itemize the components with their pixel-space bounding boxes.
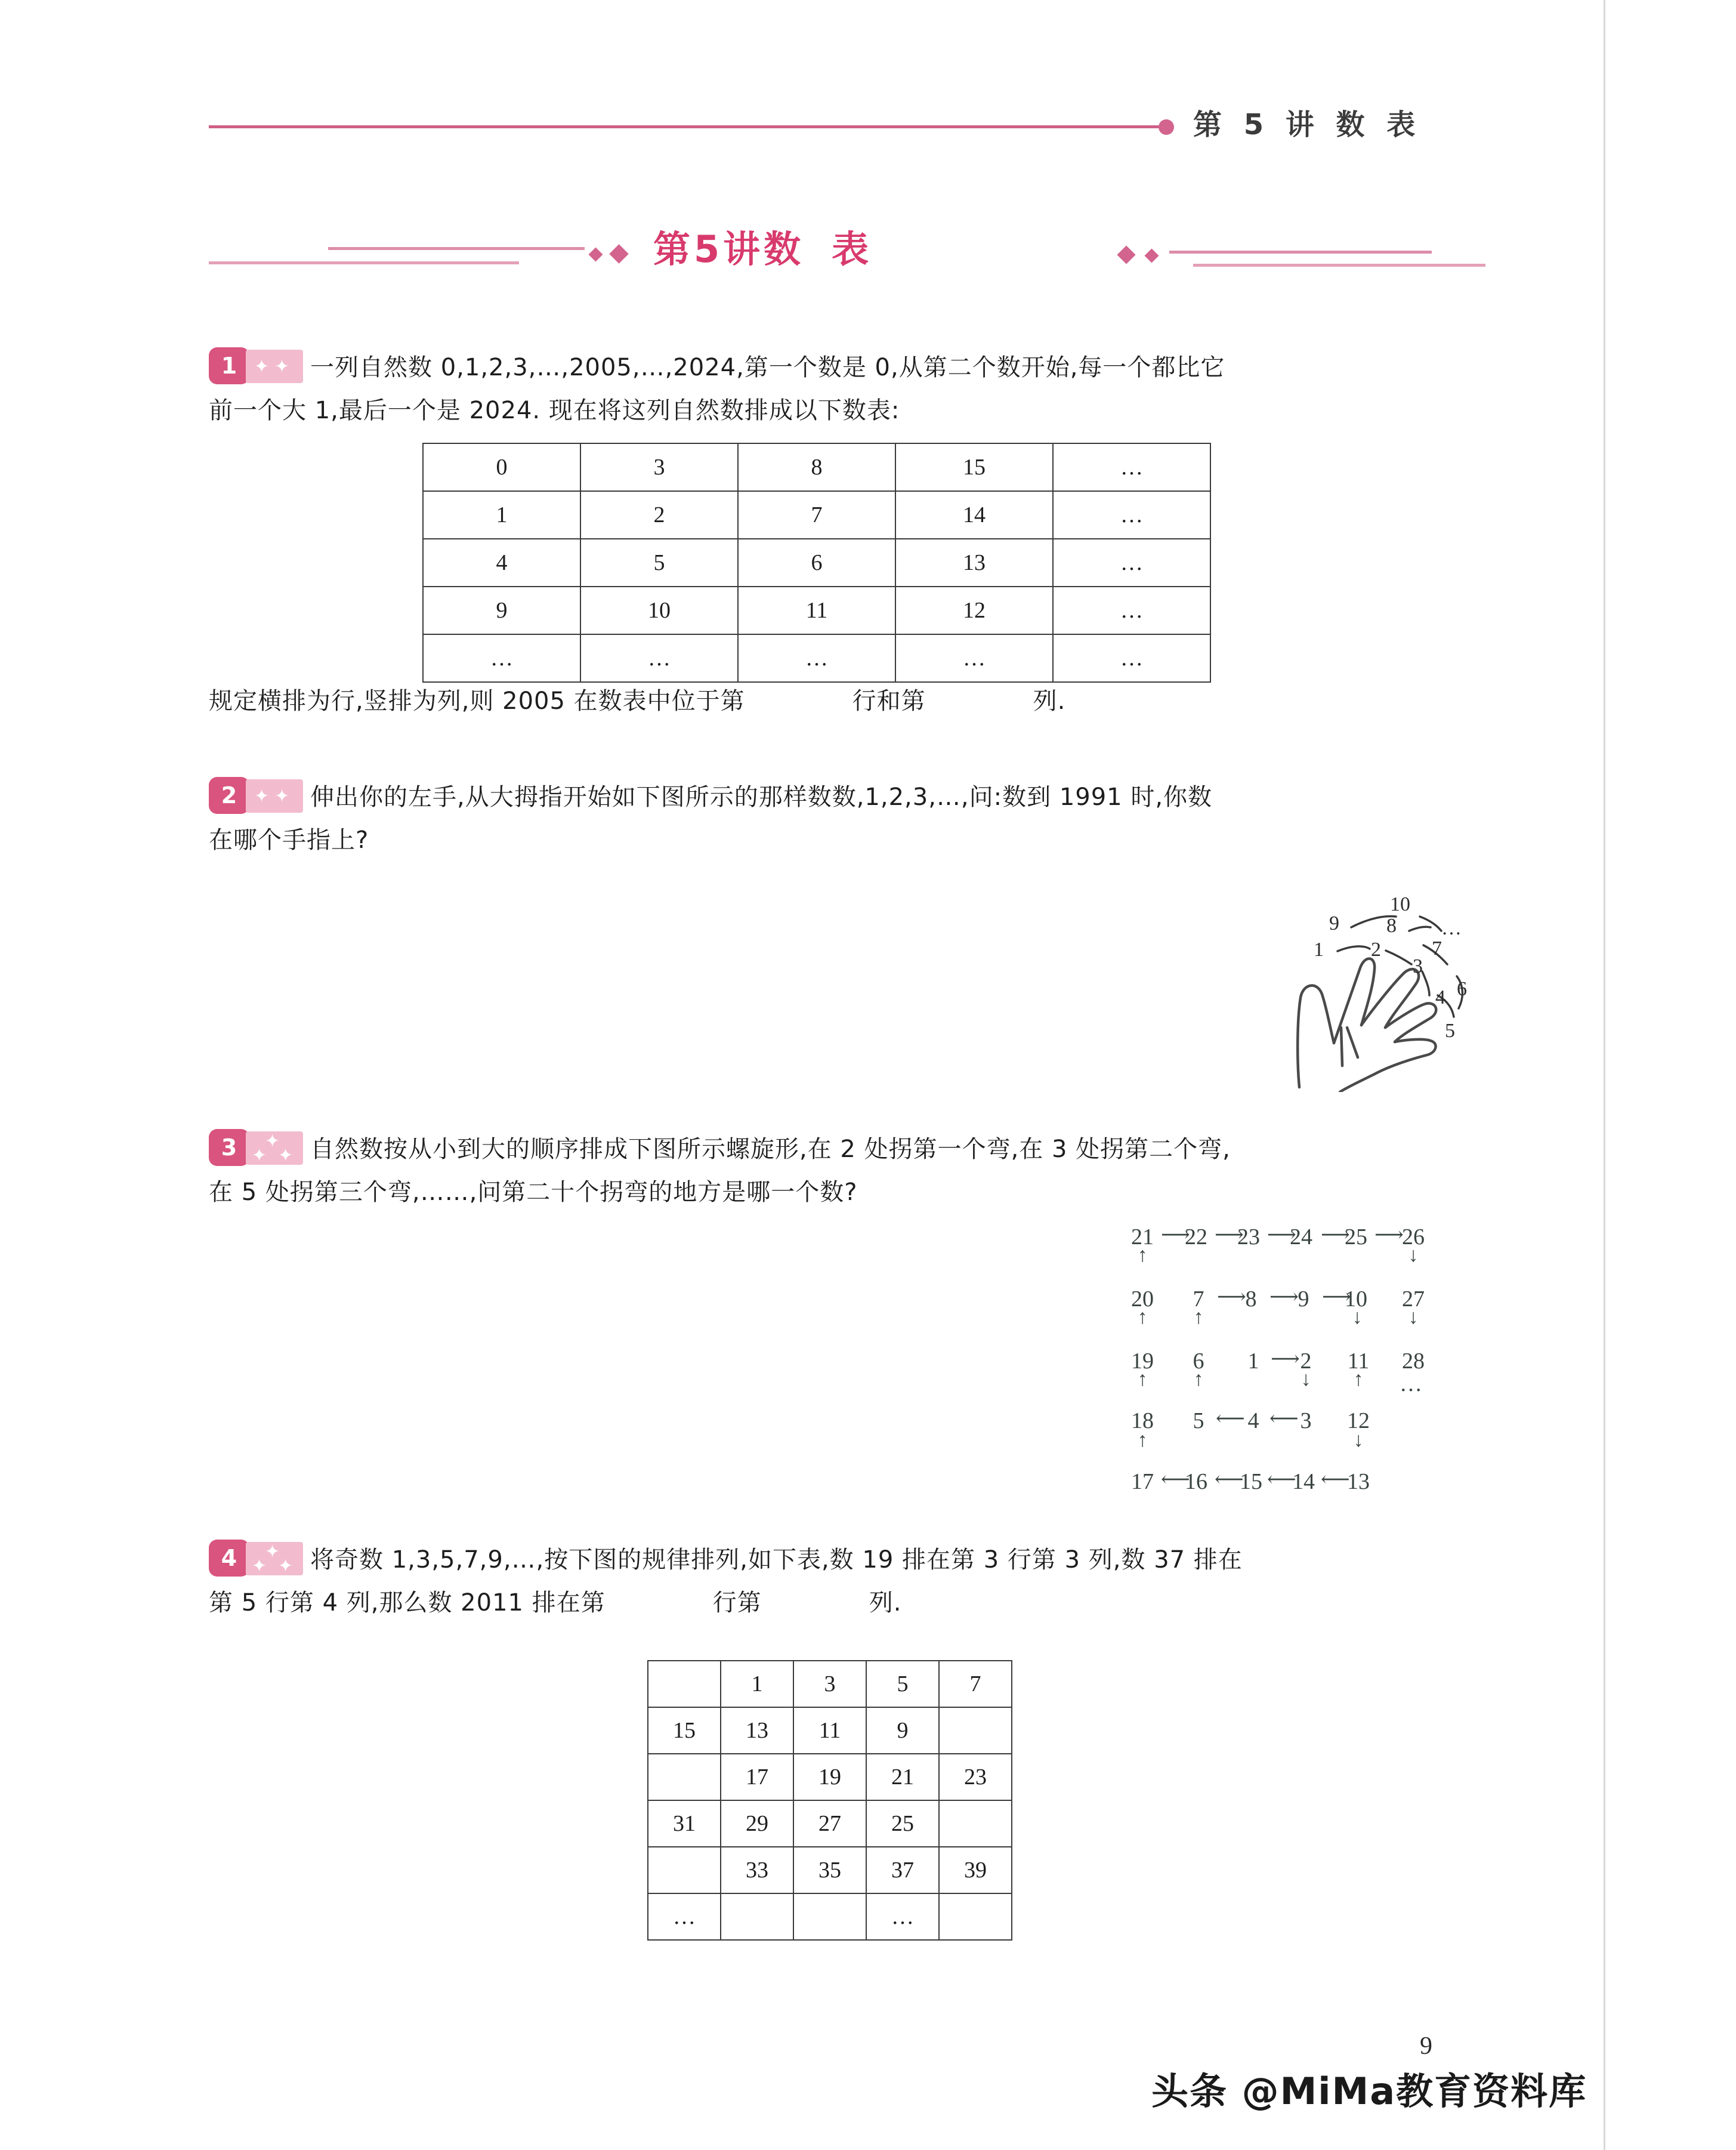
table-cell: 3 (580, 443, 738, 491)
arrow-up-icon: ↑ (1137, 1244, 1148, 1266)
table-row (648, 1800, 1012, 1847)
problem-1-line2: 前一个大 1,最后一个是 2024. 现在将这列自然数排成以下数表: (209, 397, 900, 424)
table-cell: 9 (866, 1707, 939, 1754)
spiral-cell: 18 (1131, 1408, 1154, 1433)
problem-2-badge (209, 777, 304, 814)
table-cell: … (1053, 634, 1210, 682)
arrow-left-icon: ⟵ (1321, 1469, 1350, 1491)
table-cell: 31 (648, 1800, 721, 1847)
star-icon: ✦ (254, 356, 270, 377)
table-cell: 27 (793, 1800, 866, 1847)
spiral-cell: 16 (1185, 1469, 1207, 1494)
arrow-right-icon: ⟶ (1269, 1286, 1299, 1308)
hand-counting-figure (1247, 865, 1497, 1092)
spiral-cell: 4 (1247, 1408, 1259, 1433)
arrow-right-icon: ⟶ (1217, 1286, 1246, 1308)
hand-label-10: 10 (1390, 893, 1410, 915)
hand-label-2: 2 (1371, 939, 1381, 961)
table-cell: 17 (721, 1754, 793, 1800)
arrow-down-icon: ↓ (1301, 1368, 1311, 1390)
table-cell: 25 (866, 1800, 939, 1847)
table-cell: 7 (939, 1661, 1012, 1707)
arrow-right-icon: ⟶ (1374, 1224, 1404, 1246)
problem-3-difficulty-stars (246, 1131, 303, 1165)
spiral-cell: 28 (1402, 1349, 1425, 1374)
table-cell: 0 (423, 443, 580, 491)
table-row (648, 1893, 1012, 1940)
arrow-left-icon: ⟵ (1161, 1469, 1190, 1491)
arrow-right-icon: ⟶ (1271, 1348, 1300, 1370)
problem-3 (209, 1128, 1485, 1214)
table-cell: 37 (866, 1847, 939, 1893)
problem-1-line1: 一列自然数 0,1,2,3,…,2005,…,2024,第一个数是 0,从第二个数开始,每一个都比它 (310, 354, 1225, 381)
arrow-right-icon: ⟶ (1161, 1224, 1190, 1246)
table-row (648, 1707, 1012, 1754)
table-cell: … (1053, 491, 1210, 539)
table-cell: 1 (721, 1661, 793, 1707)
spiral-cell: 2 (1300, 1349, 1312, 1374)
problem-1-difficulty-stars (246, 350, 303, 383)
problem-1-answer-text-a: 规定横排为行,竖排为列,则 2005 在数表中位于第 (209, 687, 745, 715)
arrow-down-icon: ↓ (1352, 1306, 1363, 1328)
table-row (423, 634, 1210, 682)
table-cell (939, 1893, 1012, 1940)
hand-label-9: 9 (1329, 912, 1339, 934)
problem-4-line2 (209, 1581, 1485, 1624)
problem-2-line1: 伸出你的左手,从大拇指开始如下图所示的那样数数,1,2,3,…,问:数到 1991 时,你数 (310, 783, 1213, 811)
problem-4-line2-c: 列. (869, 1589, 902, 1617)
table-cell: 10 (580, 587, 738, 634)
table-cell: … (1053, 443, 1210, 491)
watermark: 头条 @MiMa教育资料库 (1151, 2069, 1587, 2113)
problem-1-answer-line (209, 680, 1485, 722)
spiral-cell: 10 (1345, 1287, 1367, 1312)
table-cell: … (738, 634, 895, 682)
table-row (423, 491, 1210, 539)
spiral-cell: 20 (1131, 1287, 1154, 1312)
star-icon: ✦ (265, 1131, 280, 1152)
table-row (423, 587, 1210, 634)
page-edge-rule (1604, 0, 1605, 2150)
table-cell (793, 1893, 866, 1940)
table-cell: 4 (423, 539, 580, 587)
problem-1 (209, 346, 1485, 432)
table-cell: 7 (738, 491, 895, 539)
spiral-cell: 25 (1345, 1224, 1367, 1250)
problem-2-difficulty-stars (246, 779, 303, 813)
problem-1-badge (209, 347, 304, 384)
table-row (423, 539, 1210, 587)
problem-4 (209, 1538, 1485, 1624)
table-cell: 13 (895, 539, 1053, 587)
spiral-cell: 24 (1290, 1224, 1312, 1250)
hand-label-7: 7 (1432, 937, 1442, 960)
star-icon: ✦ (278, 1145, 294, 1166)
table-cell: 21 (866, 1754, 939, 1800)
arrow-right-icon: ⟶ (1215, 1224, 1244, 1246)
table-cell: 12 (895, 587, 1053, 634)
table-cell: … (580, 634, 738, 682)
spiral-cell: 6 (1193, 1349, 1204, 1374)
table-cell: 15 (648, 1707, 721, 1754)
star-icon: ✦ (274, 786, 290, 807)
chapter-title-name1: 数 (764, 227, 832, 271)
table-cell: 35 (793, 1847, 866, 1893)
table-cell: 11 (738, 587, 895, 634)
arrow-down-icon: ↓ (1408, 1244, 1419, 1266)
spiral-cell: 15 (1240, 1469, 1262, 1494)
star-icon: ✦ (265, 1541, 280, 1562)
arrow-down-icon: ↓ (1353, 1429, 1364, 1451)
header-title: 第 5 讲 数 表 (1193, 108, 1422, 141)
spiral-number-figure (1128, 1220, 1474, 1501)
problem-4-line2-b: 行第 (712, 1589, 762, 1617)
spiral-cell: 1 (1247, 1349, 1259, 1374)
table-cell: 3 (793, 1661, 866, 1707)
hand-label-4: 4 (1435, 986, 1445, 1008)
diamond-icon-left-2 (609, 244, 629, 264)
spiral-cell: 13 (1347, 1469, 1370, 1494)
spiral-cell: 21 (1131, 1224, 1154, 1250)
spiral-cell: 19 (1131, 1349, 1154, 1374)
table-row (423, 443, 1210, 491)
problem-4-badge (209, 1540, 304, 1577)
table-cell: 1 (423, 491, 580, 539)
hand-label-8: 8 (1386, 915, 1397, 937)
table-cell: 39 (939, 1847, 1012, 1893)
problem-2-number: 2 (209, 777, 249, 814)
hand-label-5: 5 (1445, 1020, 1455, 1042)
arrow-up-icon: ↑ (1193, 1306, 1204, 1328)
number-table-1 (422, 443, 1211, 683)
star-icon: ✦ (278, 1556, 294, 1577)
problem-1-answer-text-b: 行和第 (852, 687, 926, 715)
arrow-right-icon: ⟶ (1321, 1224, 1350, 1246)
spiral-cell: 27 (1402, 1287, 1425, 1312)
problem-4-line1: 将奇数 1,3,5,7,9,…,按下图的规律排列,如下表,数 19 排在第 3 行第 3 列,数 37 排在 (310, 1546, 1243, 1574)
table-cell: … (1053, 587, 1210, 634)
star-icon: ✦ (274, 356, 290, 377)
table-cell: 29 (721, 1800, 793, 1847)
table-cell: 15 (895, 443, 1053, 491)
spiral-cell: 7 (1193, 1287, 1204, 1312)
chapter-title (653, 220, 872, 273)
spiral-cell: 26 (1402, 1224, 1425, 1250)
arrow-up-icon: ↑ (1353, 1368, 1364, 1390)
hand-label-ellipsis: … (1441, 917, 1462, 939)
number-table-2 (647, 1660, 1012, 1941)
problem-1-number: 1 (209, 347, 249, 384)
table-cell: … (423, 634, 580, 682)
arrow-left-icon: ⟵ (1267, 1469, 1296, 1491)
table-cell: 9 (423, 587, 580, 634)
star-icon: ✦ (254, 786, 270, 807)
arrow-up-icon: ↑ (1193, 1368, 1204, 1390)
table-cell (648, 1661, 721, 1707)
spiral-cell: 9 (1298, 1287, 1309, 1312)
spiral-cell: 5 (1193, 1408, 1204, 1433)
spiral-cell: 23 (1237, 1224, 1260, 1250)
arrow-up-icon: ↑ (1137, 1306, 1148, 1328)
header-rule (209, 125, 1163, 128)
problem-1-answer-text-c: 列. (1033, 687, 1066, 715)
table-cell: … (895, 634, 1053, 682)
problem-4-difficulty-stars (246, 1542, 303, 1575)
hand-label-6: 6 (1457, 978, 1467, 1000)
table-cell: 2 (580, 491, 738, 539)
table-row (648, 1661, 1012, 1707)
problem-3-badge (209, 1129, 304, 1166)
header-dot-icon (1159, 119, 1174, 135)
spiral-cell: 8 (1245, 1287, 1257, 1312)
table-cell: … (866, 1893, 939, 1940)
chapter-title-band (209, 197, 1485, 286)
table-cell (648, 1847, 721, 1893)
spiral-cell: 3 (1300, 1408, 1312, 1433)
arrow-left-icon: ⟵ (1269, 1408, 1299, 1430)
star-icon: ✦ (252, 1145, 267, 1166)
hand-label-1: 1 (1314, 939, 1324, 961)
problem-3-line2: 在 5 处拐第三个弯,……,问第二十个拐弯的地方是哪一个数? (209, 1179, 858, 1206)
table-cell: 11 (793, 1707, 866, 1754)
decor-line-right-2 (1193, 264, 1485, 267)
table-cell: 5 (866, 1661, 939, 1707)
decor-line-left-1 (209, 261, 519, 264)
page-number: 9 (1420, 2032, 1432, 2060)
star-icon: ✦ (252, 1556, 267, 1577)
table-row (648, 1754, 1012, 1800)
spiral-cell: 11 (1347, 1349, 1370, 1374)
arrow-left-icon: ⟵ (1216, 1408, 1245, 1430)
problem-3-line1: 自然数按从小到大的顺序排成下图所示螺旋形,在 2 处拐第一个弯,在 3 处拐第二个弯, (310, 1136, 1231, 1163)
diamond-icon-right-2 (1144, 248, 1159, 263)
spiral-cell: 14 (1292, 1469, 1315, 1494)
table-cell (721, 1893, 793, 1940)
arrow-right-icon: ⟶ (1267, 1224, 1296, 1246)
table-cell (648, 1754, 721, 1800)
problem-4-line2-a: 第 5 行第 4 列,那么数 2011 排在第 (209, 1589, 606, 1617)
table-cell: 8 (738, 443, 895, 491)
spiral-cell: 22 (1185, 1224, 1207, 1250)
arrow-right-icon: ⟶ (1322, 1286, 1351, 1308)
table-row (648, 1847, 1012, 1893)
table-cell: … (648, 1893, 721, 1940)
decor-line-right-1 (1169, 251, 1432, 254)
arrow-down-icon: ↓ (1408, 1306, 1419, 1328)
table-cell: 5 (580, 539, 738, 587)
table-cell: 6 (738, 539, 895, 587)
table-cell: 23 (939, 1754, 1012, 1800)
problem-4-number: 4 (209, 1540, 249, 1577)
table-cell: 14 (895, 491, 1053, 539)
hand-label-3: 3 (1413, 955, 1423, 977)
diamond-icon-left-1 (588, 247, 603, 261)
arrow-left-icon: ⟵ (1215, 1469, 1244, 1491)
diamond-icon-right-1 (1117, 245, 1135, 264)
arrow-up-icon: ↑ (1137, 1429, 1148, 1451)
problem-2 (209, 776, 1485, 862)
table-cell: 33 (721, 1847, 793, 1893)
problem-2-line2: 在哪个手指上? (209, 826, 369, 854)
spiral-cell: 17 (1131, 1469, 1154, 1494)
table-cell: 19 (793, 1754, 866, 1800)
table-cell (939, 1707, 1012, 1754)
table-cell (939, 1800, 1012, 1847)
hand-figure-svg (1247, 865, 1497, 1092)
chapter-title-name2: 表 (832, 227, 873, 271)
spiral-ellipsis: … (1400, 1371, 1422, 1396)
spiral-cell: 12 (1347, 1408, 1370, 1433)
arrow-up-icon: ↑ (1137, 1368, 1148, 1390)
running-header (209, 95, 1479, 161)
problem-3-number: 3 (209, 1129, 249, 1166)
chapter-title-prefix: 第5讲 (653, 227, 764, 271)
table-cell: 13 (721, 1707, 793, 1754)
table-cell: … (1053, 539, 1210, 587)
decor-line-left-2 (328, 247, 585, 250)
